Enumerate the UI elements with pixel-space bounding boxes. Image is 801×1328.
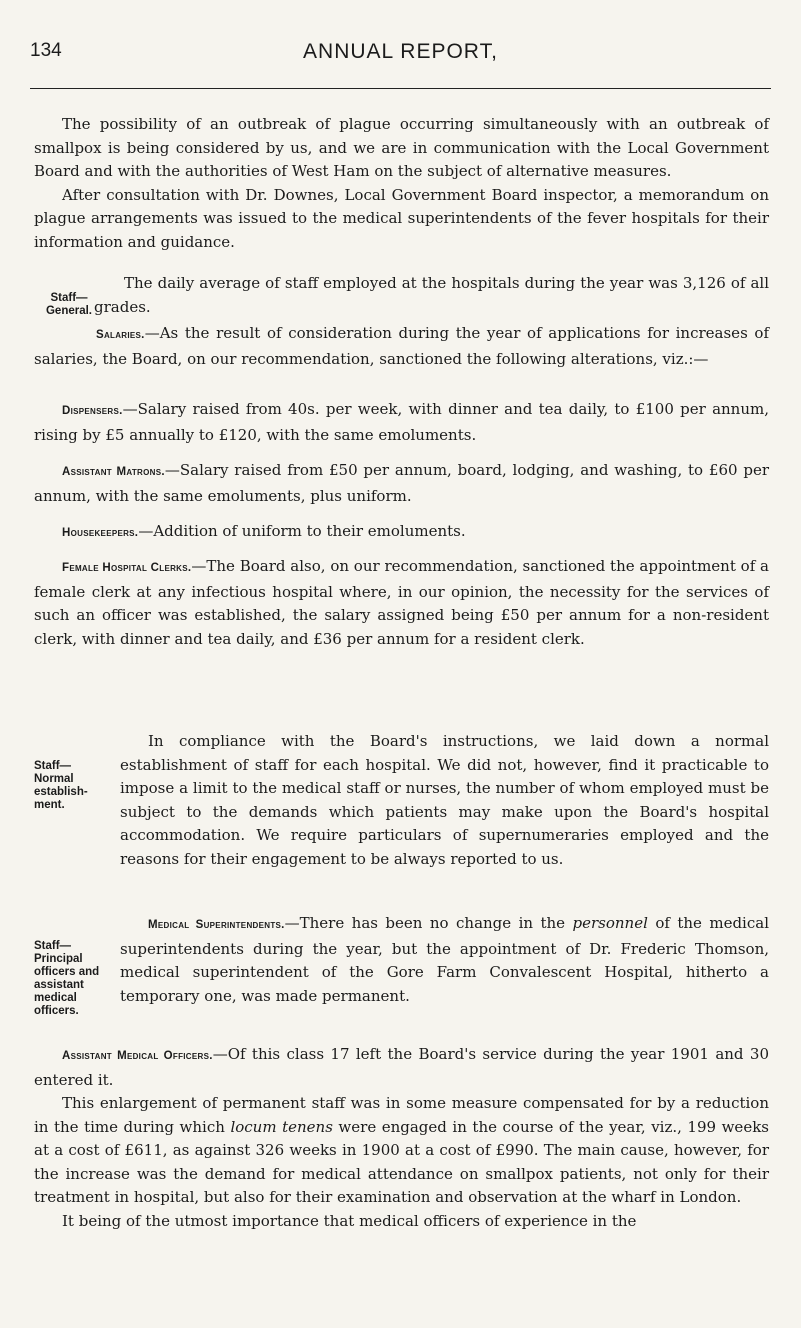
heading-female-clerks: Female Hospital Clerks. (62, 562, 192, 574)
medical-superintendents-section (120, 912, 769, 1008)
heading-assistant-matrons: Assistant Matrons. (62, 466, 165, 478)
plague-section (34, 113, 769, 254)
salaries-section (34, 322, 769, 371)
running-title: ANNUAL REPORT, (303, 40, 498, 63)
heading-medical-superintendents: Medical Superintendents. (148, 919, 285, 931)
side-note-staff-principal: Staff— Principal officers and assistant medical officers. (34, 940, 100, 1017)
heading-housekeepers: Housekeepers. (62, 527, 139, 539)
page-number: 134 (30, 40, 62, 61)
paragraph-assistant-matrons: Assistant Matrons.—Salary raised from £50 per annum, board, lodging, and washing, to £60 per annum, with the same emoluments, plus uniform. (34, 461, 769, 505)
paragraph-plague-memorandum: After consultation with Dr. Downes, Local Government Board inspector, a memorandum on plague arrangements was issued to the medical superintendents of the fever hospitals for their information and guidance. (34, 185, 769, 251)
clerks-section (34, 555, 769, 651)
normal-establishment-section (120, 730, 769, 871)
paragraph-medical-superintendents: Medical Superintendents.—There has been no change in the personnel of the medical superintendents during the year, but the appointment of Dr. Frederic Thomson, medical superintendent of the Gore Farm Convalescent Hospital, hitherto a temporary one, was made permanent. (120, 914, 769, 1005)
paragraph-normal-establishment: In compliance with the Board's instructions, we laid down a normal establishment of staff for each hospital. We did not, however, find it practicable to impose a limit to the medical staff or nurses, the number of whom employed must be subject to the demands which patients may make upon the Board's hospital accommodation. We require particulars of supernumeraries employed and the reasons for their engagement to be always reported to us. (120, 732, 769, 868)
header-rule (30, 88, 771, 89)
paragraph-housekeepers: Housekeepers.—Addition of uniform to their emoluments. (62, 522, 466, 540)
paragraph-staff-enlargement: This enlargement of permanent staff was in some measure compensated for by a reduction in the time during which locum tenens were engaged in the course of the year, viz., 199 weeks at a cost of £611, as against 326 weeks in 1900 at a cost of £990. The main cause, however, for the increase was the demand for medical attendance on smallpox patients, not only for their treatment in hospital, but also for their examination and observation at the wharf in London. (34, 1094, 769, 1206)
side-note-staff-general: Staff— General. (45, 292, 93, 317)
housekeepers-section (34, 520, 769, 546)
paragraph-assistant-medical-officers: Assistant Medical Officers.—Of this class 17 left the Board's service during the year 1901 and 30 entered it. (34, 1045, 769, 1089)
heading-dispensers: Dispensers. (62, 405, 123, 417)
assistant-medical-officers-section (34, 1043, 769, 1233)
page-header (30, 40, 771, 70)
heading-salaries: Salaries. (96, 329, 145, 341)
paragraph-dispensers: Dispensers.—Salary raised from 40s. per week, with dinner and tea daily, to £100 per annum, rising by £5 annually to £120, with the same emoluments. (34, 400, 769, 444)
paragraph-salaries: Salaries.—As the result of consideration during the year of applications for increases of salaries, the Board, on our recommendation, sanctioned the following alterations, viz.:— (34, 324, 769, 368)
heading-assistant-medical-officers: Assistant Medical Officers. (62, 1050, 213, 1062)
matrons-section (34, 459, 769, 508)
paragraph-female-clerks: Female Hospital Clerks.—The Board also, on our recommendation, sanctioned the appointment of a female clerk at any infectious hospital where, in our opinion, the necessity for the services of such an officer was established, the salary assigned being £50 per annum for a non-resident clerk, with dinner and tea daily, and £36 per annum for a resident clerk. (34, 557, 769, 648)
paragraph-experience: It being of the utmost importance that medical officers of experience in the (62, 1211, 637, 1230)
staff-general-section (34, 272, 769, 319)
side-note-staff-normal: Staff— Normal establish- ment. (34, 760, 88, 811)
paragraph-plague-outbreak: The possibility of an outbreak of plague occurring simultaneously with an outbreak of smallpox is being considered by us, and we are in communication with the Local Government Board and with the authorities of West Ham on the subject of alternative measures. (34, 115, 769, 180)
dispensers-section (34, 398, 769, 447)
paragraph-daily-average: The daily average of staff employed at the hospitals during the year was 3,126 of all grades. (94, 274, 769, 316)
